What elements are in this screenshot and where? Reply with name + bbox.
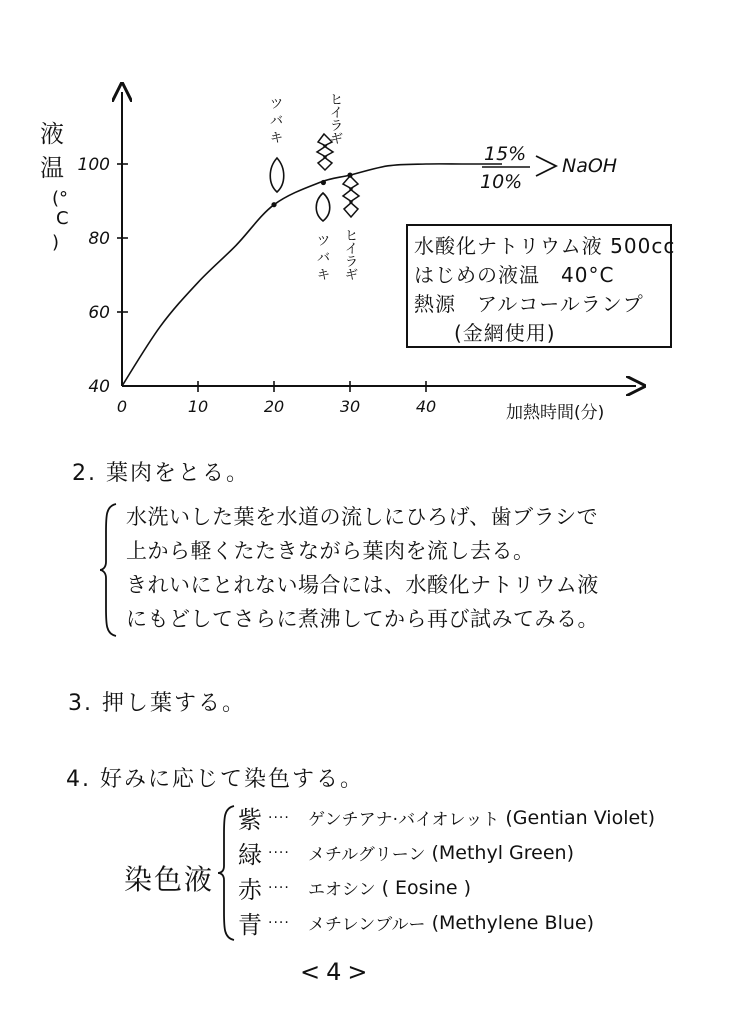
- y-axis-label: 液温(° C ): [40, 120, 69, 253]
- x-tick-labels: [117, 397, 436, 416]
- y-tick-labels: [78, 155, 110, 397]
- y-tick-label: 80: [88, 229, 110, 249]
- x-tick-label: 0: [116, 397, 128, 416]
- dye-leader-dots: ····: [268, 844, 290, 861]
- x-tick-label: 20: [263, 397, 285, 416]
- dye-name-en: (Methyl Green): [431, 841, 574, 864]
- x-tick-label: 40: [415, 397, 437, 416]
- dye-row-green: [238, 835, 718, 870]
- axis-ticks: [117, 164, 426, 392]
- data-point: [271, 202, 276, 207]
- page-number: <4>: [300, 958, 374, 986]
- label-hiiragi-lower: ヒイラギ: [345, 229, 359, 283]
- dye-solution-label: 染色液: [124, 863, 215, 896]
- camellia-leaf-upper-icon: [270, 158, 284, 192]
- y-tick-label: 100: [77, 155, 110, 175]
- dye-list: [238, 800, 718, 940]
- dye-color-name: 赤: [238, 876, 262, 904]
- dye-row-red: [238, 870, 718, 905]
- section-4-heading: 4. 好みに応じて染色する。: [66, 767, 364, 792]
- dye-name-ja: エオシン: [308, 880, 376, 900]
- y-tick-label: 40: [88, 377, 110, 397]
- holly-leaf-lower-icon: [343, 176, 359, 217]
- section-2-line-4: にもどしてさらに煮沸してから再び試みてみる。: [126, 607, 599, 631]
- y-tick-label: 60: [88, 303, 110, 323]
- section-3-heading: 3. 押し葉する。: [68, 691, 246, 716]
- x-tick-label: 10: [187, 397, 209, 416]
- dye-color-name: 青: [238, 911, 262, 939]
- dye-name-ja: メチルグリーン: [308, 845, 426, 865]
- label-tsubaki-lower: ツバキ: [317, 234, 331, 283]
- section-2-body: [126, 500, 706, 636]
- condition-heat-source: 熱源 アルコールランプ: [414, 292, 644, 316]
- section-2-line-1: 水洗いした葉を水道の流しにひろげ、歯ブラシで: [126, 505, 599, 529]
- concentration-10-label: 10%: [480, 171, 523, 193]
- condition-initial-temp: はじめの液温 40°C: [414, 263, 615, 287]
- section-2-line-3: きれいにとれない場合には、水酸化ナトリウム液: [126, 573, 599, 597]
- section-2-heading: 2. 葉肉をとる。: [72, 461, 250, 486]
- dye-name-ja: メチレンブルー: [308, 915, 426, 935]
- naoh-arrow-icon: [536, 156, 556, 176]
- condition-wire-gauze: (金網使用): [454, 321, 556, 345]
- dye-row-blue: [238, 905, 718, 940]
- dye-name-en: ( Eosine ): [381, 876, 472, 899]
- concentration-15-label: 15%: [484, 143, 527, 165]
- condition-solution: 水酸化ナトリウム液 500cc: [414, 234, 676, 258]
- experiment-conditions-box: [406, 224, 676, 348]
- x-tick-label: 30: [339, 397, 361, 416]
- dye-name-en: (Gentian Violet): [505, 806, 656, 829]
- dye-name-en: (Methylene Blue): [431, 911, 594, 934]
- label-hiiragi-upper: ヒイラギ: [330, 93, 344, 147]
- dye-color-name: 緑: [238, 841, 262, 869]
- dye-leader-dots: ····: [268, 914, 290, 931]
- dye-leader-dots: ····: [268, 809, 290, 826]
- data-point: [321, 180, 326, 185]
- section-4-brace: [216, 804, 240, 942]
- camellia-leaf-lower-icon: [316, 193, 330, 221]
- dye-row-violet: [238, 800, 718, 835]
- naoh-label: NaOH: [562, 155, 618, 177]
- dye-leader-dots: ····: [268, 879, 290, 896]
- section-2-brace: [98, 502, 122, 638]
- x-axis-label: 加熱時間(分): [506, 403, 605, 423]
- dye-color-name: 紫: [238, 806, 262, 834]
- dye-name-ja: ゲンチアナ·バイオレット: [308, 810, 500, 830]
- label-tsubaki-upper: ツバキ: [270, 97, 284, 146]
- section-2-line-2: 上から軽くたたきながら葉肉を流し去る。: [126, 539, 535, 563]
